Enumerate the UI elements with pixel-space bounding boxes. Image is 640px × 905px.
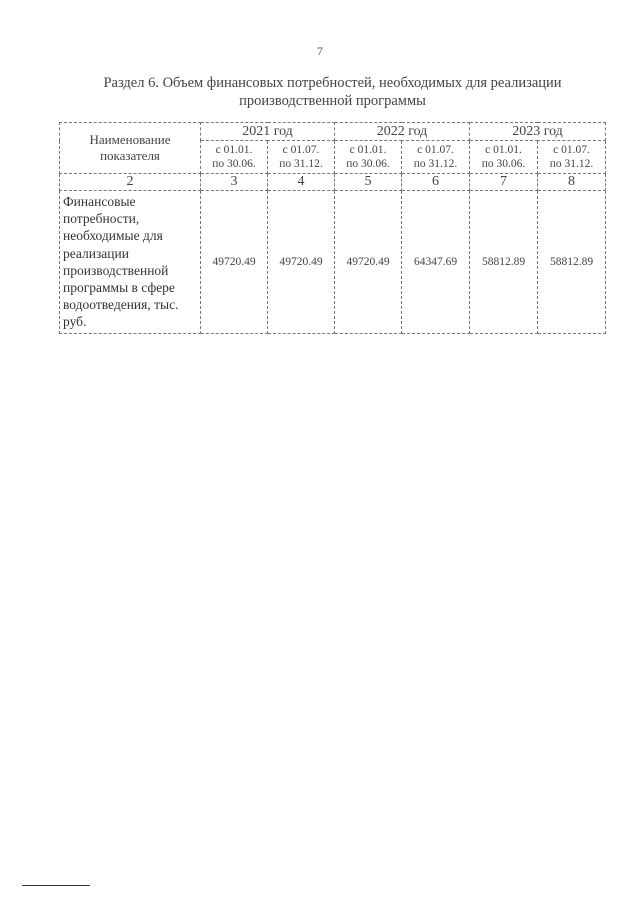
table-row bbox=[60, 191, 606, 334]
section-title-line-2: производственной программы bbox=[239, 93, 426, 109]
indicator-name-header: Наименование показателя bbox=[60, 123, 201, 174]
column-number: 8 bbox=[538, 174, 606, 191]
indicator-name-line: реализации bbox=[63, 245, 129, 261]
section-title-line-1: Раздел 6. Объем финансовых потребностей, необходимых для реализации bbox=[103, 75, 562, 91]
year-2021-header: 2021 год bbox=[201, 123, 335, 141]
footnote-separator bbox=[22, 885, 90, 886]
year-header-row bbox=[60, 123, 606, 141]
indicator-name-line: потребности, bbox=[63, 211, 140, 227]
financial-needs-table bbox=[59, 122, 606, 334]
value-cell: 49720.49 bbox=[201, 191, 268, 334]
column-number: 5 bbox=[335, 174, 402, 191]
column-number: 4 bbox=[268, 174, 335, 191]
value-cell: 49720.49 bbox=[335, 191, 402, 334]
indicator-name-line: производственной bbox=[63, 262, 169, 278]
indicator-name-line: необходимые для bbox=[63, 228, 163, 244]
section-title bbox=[60, 74, 605, 110]
indicator-name-cell bbox=[60, 191, 201, 334]
period-header: с 01.07. по 31.12. bbox=[538, 141, 606, 174]
indicator-name-line: водоотведения, тыс. bbox=[63, 297, 179, 313]
column-number: 7 bbox=[470, 174, 538, 191]
value-cell: 64347.69 bbox=[402, 191, 470, 334]
value-cell: 49720.49 bbox=[268, 191, 335, 334]
column-number: 6 bbox=[402, 174, 470, 191]
period-header: с 01.01. по 30.06. bbox=[470, 141, 538, 174]
indicator-name-line: программы в сфере bbox=[63, 280, 175, 296]
year-2023-header: 2023 год bbox=[470, 123, 606, 141]
column-number: 3 bbox=[201, 174, 268, 191]
page-number: 7 bbox=[317, 44, 323, 58]
column-number-row bbox=[60, 174, 606, 191]
column-number: 2 bbox=[60, 174, 201, 191]
value-cell: 58812.89 bbox=[538, 191, 606, 334]
indicator-name-line: руб. bbox=[63, 314, 87, 330]
period-header: с 01.07. по 31.12. bbox=[402, 141, 470, 174]
period-header: с 01.07. по 31.12. bbox=[268, 141, 335, 174]
period-header: с 01.01. по 30.06. bbox=[201, 141, 268, 174]
value-cell: 58812.89 bbox=[470, 191, 538, 334]
year-2022-header: 2022 год bbox=[335, 123, 470, 141]
period-header: с 01.01. по 30.06. bbox=[335, 141, 402, 174]
indicator-name-line: Финансовые bbox=[63, 194, 136, 209]
